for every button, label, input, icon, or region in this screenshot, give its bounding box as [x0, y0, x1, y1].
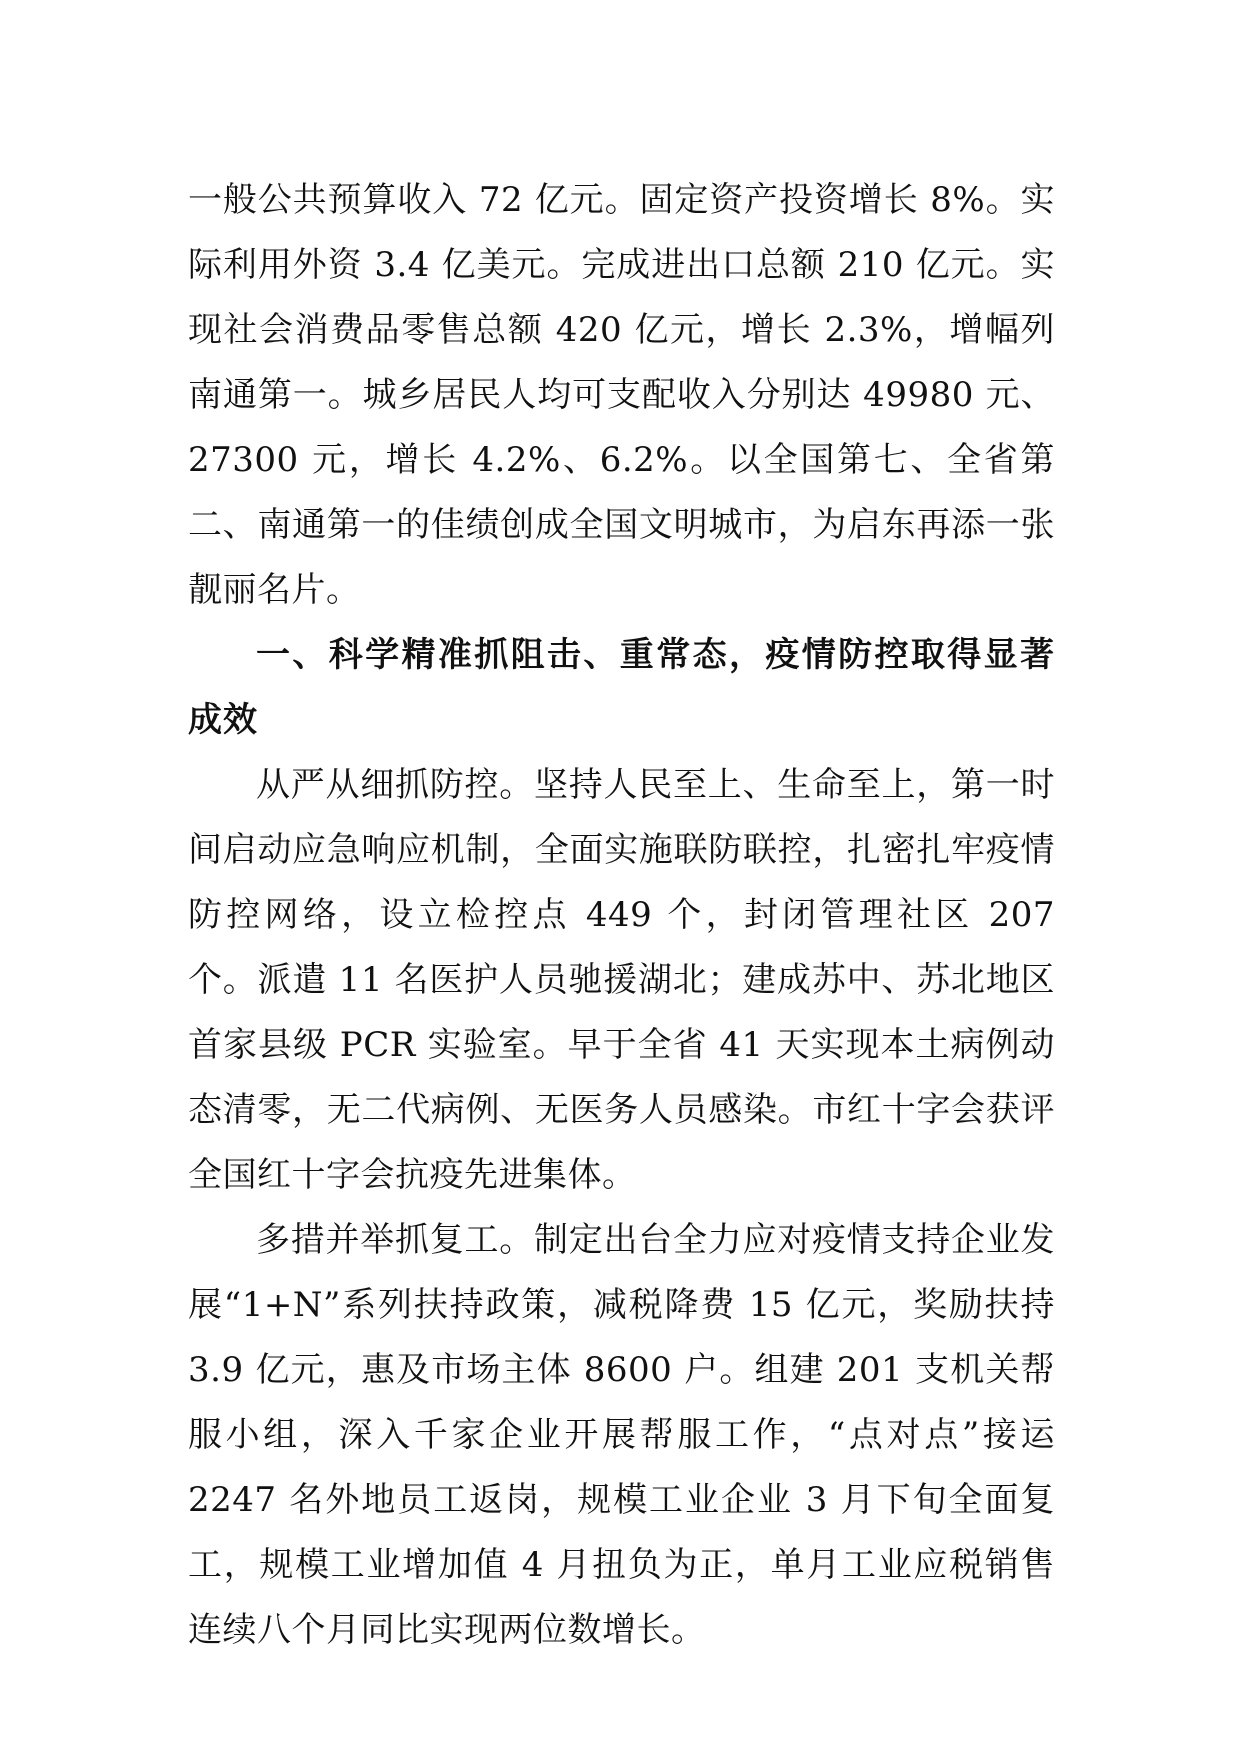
- body-paragraph-resumption: 多措并举抓复工。制定出台全力应对疫情支持企业发展“1+N”系列扶持政策，减税降费 15 亿元，奖励扶持 3.9 亿元，惠及市场主体 8600 户。组建 201 支机关帮服小组，深入千家企业开展帮服工作，“点对点”接运 2247 名外地员工返岗，规模工业企业 3 月下旬全面复工，规模工业增加值 4 月扭负为正，单月工业应税销售连续八个月同比实现两位数增长。: [188, 1220, 1055, 1650]
- document-page: [188, 168, 1055, 1663]
- body-paragraph-prevention: 从严从细抓防控。坚持人民至上、生命至上，第一时间启动应急响应机制，全面实施联防联控，扎密扎牢疫情防控网络，设立检控点 449 个，封闭管理社区 207 个。派遣 11 名医护人员驰援湖北；建成苏中、苏北地区首家县级 PCR 实验室。早于全省 41 天实现本土病例动态清零，无二代病例、无医务人员感染。市红十字会获评全国红十字会抗疫先进集体。: [188, 765, 1055, 1195]
- body-paragraph-economic-summary: 一般公共预算收入 72 亿元。固定资产投资增长 8%。实际利用外资 3.4 亿美元。完成进出口总额 210 亿元。实现社会消费品零售总额 420 亿元，增长 2.3%，增幅列南通第一。城乡居民人均可支配收入分别达 49980 元、27300 元，增长 4.2%、6.2%。以全国第七、全省第二、南通第一的佳绩创成全国文明城市，为启东再添一张靓丽名片。: [188, 180, 1055, 610]
- section-heading-epidemic-control: 一、科学精准抓阻击、重常态，疫情防控取得显著成效: [188, 635, 1055, 740]
